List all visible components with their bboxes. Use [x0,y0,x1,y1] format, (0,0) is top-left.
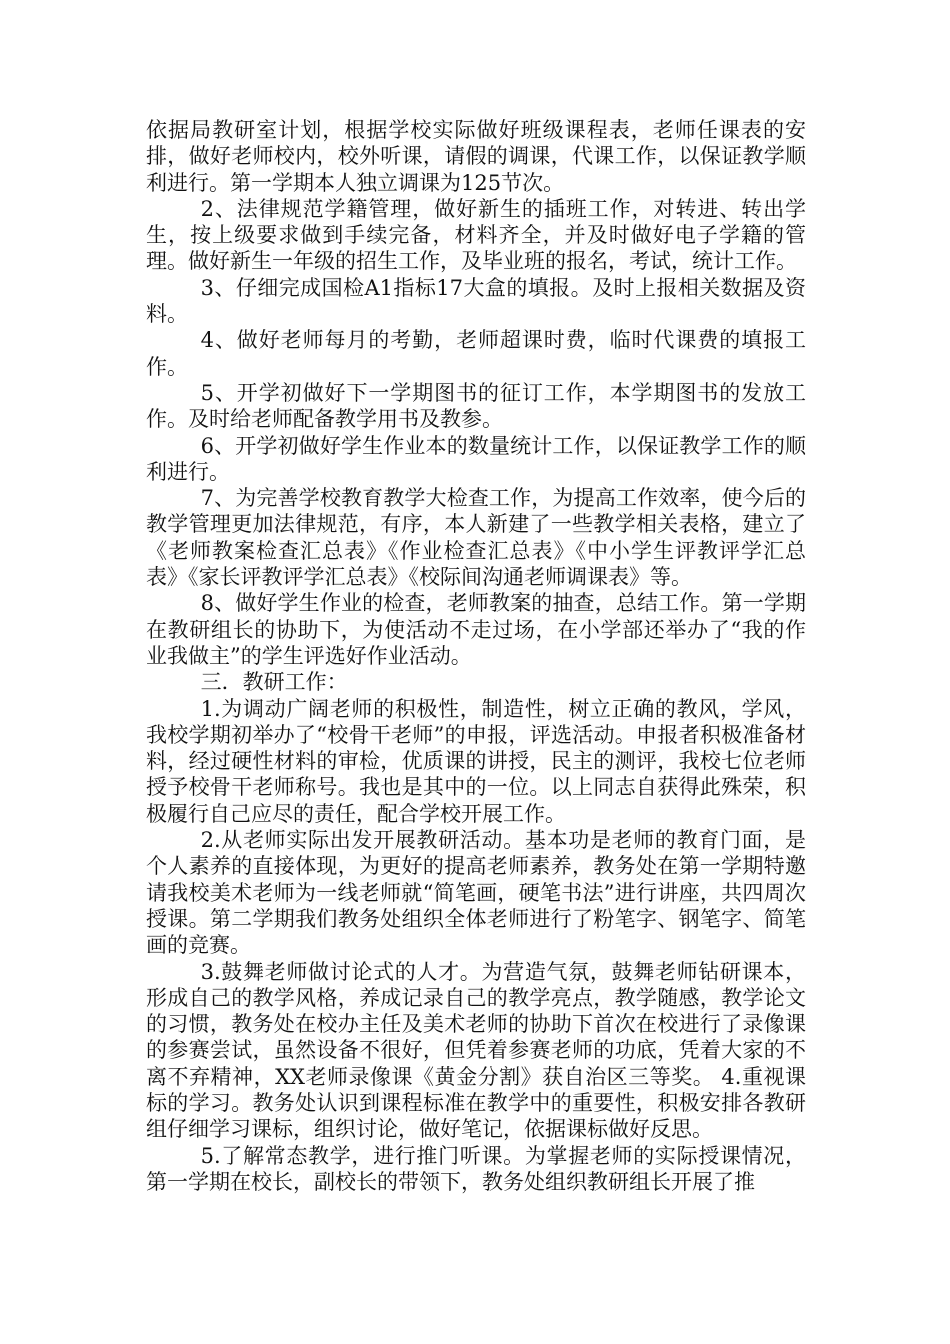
paragraph-12: 5.了解常态教学，进行推门听课。为掌握老师的实际授课情况，第一学期在校长，副校长的带领下，教务处组织教研组长开展了推 [146,1143,806,1194]
paragraph-2: 2、法律规范学籍管理，做好新生的插班工作，对转进、转出学生，按上级要求做到手续完备，材料齐全，并及时做好电子学籍的管理。做好新生一年级的招生工作，及毕业班的报名，考试，统计工作。 [146,196,806,274]
paragraph-3: 3、仔细完成国检A1指标17大盒的填报。及时上报相关数据及资料。 [146,275,806,327]
paragraph-8: 8、做好学生作业的检查，老师教案的抽查，总结工作。第一学期在教研组长的协助下，为使活动不走过场，在小学部还举办了“我的作业我做主”的学生评选好作业活动。 [146,591,806,668]
paragraph-10: 2.从老师实际出发开展教研活动。基本功是老师的教育门面，是个人素养的直接体现，为更好的提高老师素养，教务处在第一学期特邀请我校美术老师为一线老师就“简笔画，硬笔书法”进行讲座，共四周次授课。第二学期我们教务处组织全体老师进行了粉笔字、钢笔字、简笔画的竞赛。 [146,828,806,958]
paragraph-6: 6、开学初做好学生作业本的数量统计工作，以保证教学工作的顺利进行。 [146,433,806,484]
document-body [146,117,806,1195]
paragraph-4: 4、做好老师每月的考勤，老师超课时费，临时代课费的填报工作。 [146,328,806,379]
paragraph-5: 5、开学初做好下一学期图书的征订工作，本学期图书的发放工作。及时给老师配备教学用书及教参。 [146,380,806,432]
section-heading: 三．教研工作： [200,670,348,695]
paragraph-7: 7、为完善学校教育教学大检查工作，为提高工作效率，使今后的教学管理更加法律规范，有序，本人新建了一些教学相关表格，建立了《老师教案检查汇总表》《作业检查汇总表》《中小学生评教评学汇总表》《家长评教评学汇总表》《校际间沟通老师调课表》等。 [146,486,806,590]
paragraph-1: 依据局教研室计划，根据学校实际做好班级课程表，老师任课表的安排，做好老师校内，校外听课，请假的调课，代课工作，以保证教学顺利进行。第一学期本人独立调课为125节次。 [146,118,806,195]
paragraph-9: 1.为调动广阔老师的积极性，制造性，树立正确的教风，学风，我校学期初举办了“校骨干老师”的申报，评选活动。申报者积极准备材料，经过硬性材料的审检，优质课的讲授，民主的测评，我校七位老师授予校骨干老师称号。我也是其中的一位。以上同志自获得此殊荣，积极履行自己应尽的责任，配合学校开展工作。 [146,696,806,826]
paragraph-11: 3.鼓舞老师做讨论式的人才。为营造气氛，鼓舞老师钻研课本，形成自己的教学风格，养成记录自己的教学亮点，教学随感，教学论文的习惯，教务处在校办主任及美术老师的协助下首次在校进行了录像课的参赛尝试，虽然设备不很好，但凭着参赛老师的功底，凭着大家的不离不弃精神，XX老师录像课《黄金分割》获自治区三等奖。 4.重视课标的学习。教务处认识到课程标准在教学中的重要性，积极安排各教研组仔细学习课标，组织讨论，做好笔记，依据课标做好反思。 [146,959,806,1142]
